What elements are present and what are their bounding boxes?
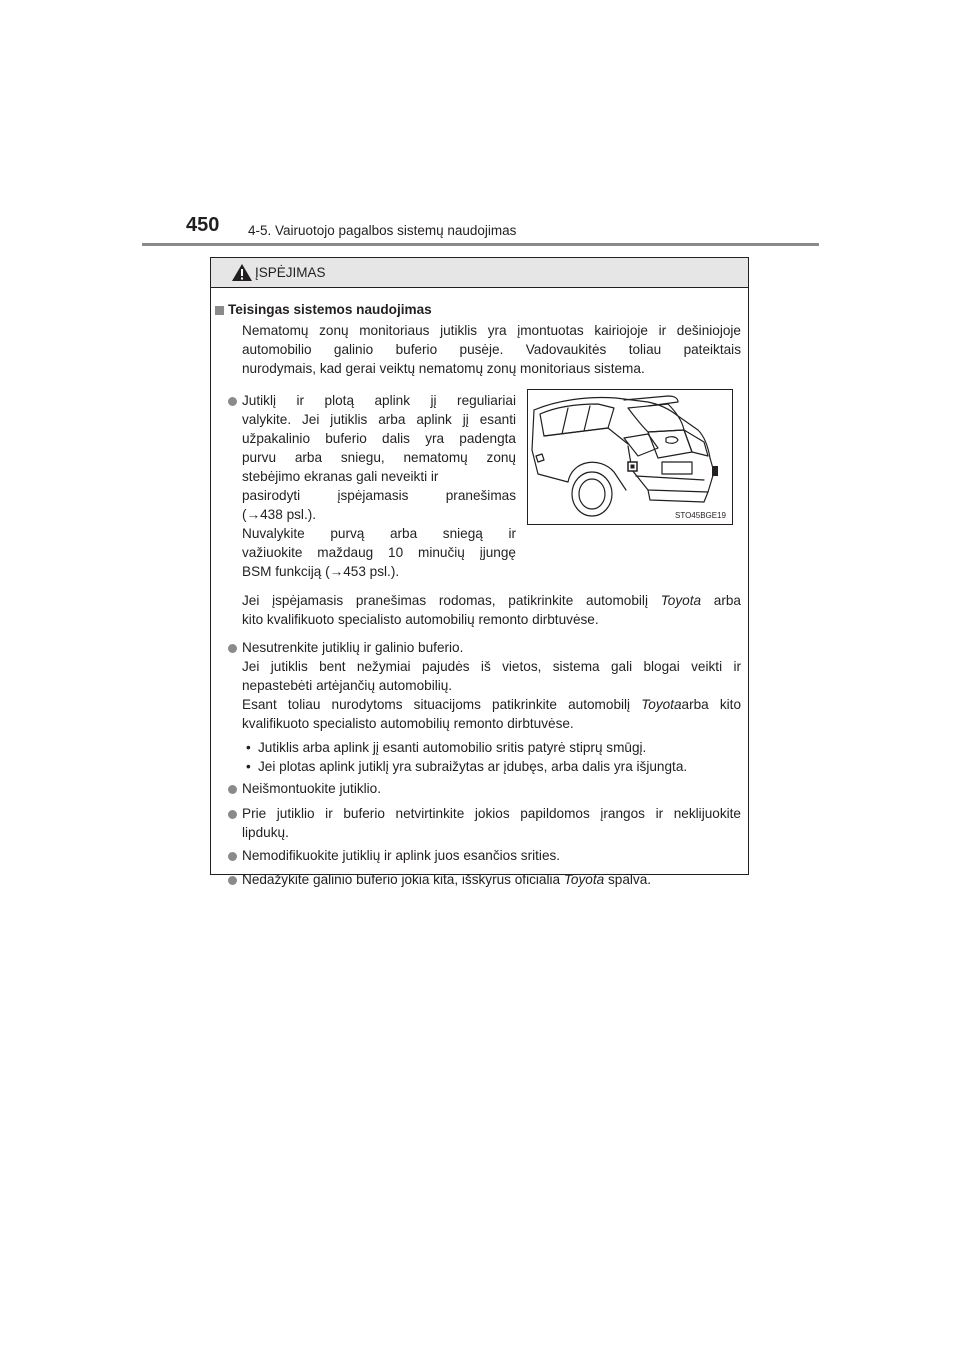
bullet2-line: kvalifikuoto specialisto automobilių remonto dirbtuvėse. xyxy=(242,716,574,731)
sub-item: Jei plotas aplink jutiklį yra subraižytas ar įdubęs, arba dalis yra išjungta. xyxy=(258,759,688,774)
round-bullet-icon xyxy=(228,644,237,653)
round-bullet-icon xyxy=(228,810,237,819)
bullet1-line: purvu arba sniegu, nematomų zonų xyxy=(242,450,516,465)
bullet6-text: Nedažykite galinio buferio jokia kita, išskyrus oficialia xyxy=(242,872,561,887)
bullet1-line: Nuvalykite purvą arba sniegą ir xyxy=(242,526,516,541)
bullet2-text: arba kito xyxy=(681,697,741,712)
warning-box xyxy=(210,257,749,887)
bullet4-line: Prie jutiklio ir buferio netvirtinkite jokios papildomos įrangos ir neklijuokite xyxy=(242,806,741,821)
brand-name: Toyota xyxy=(563,872,605,887)
sub-item: Jutiklis arba aplink jį esanti automobilio sritis patyrė stiprų smūgį. xyxy=(258,740,647,755)
bullet6-line xyxy=(242,870,741,889)
intro-line: nurodymais, kad gerai veiktų nematomų zonų monitoriaus sistema. xyxy=(242,361,645,376)
bullet2-line: nepastebėti artėjančių automobilių. xyxy=(242,678,453,693)
bullet1-after-line: kito kvalifikuoto specialisto automobilių remonto dirbtuvėse. xyxy=(242,612,599,627)
bullet4-line: lipdukų. xyxy=(242,825,289,840)
bullet1-line: pasirodyti įspėjamasis pranešimas xyxy=(242,488,516,503)
warning-header xyxy=(211,258,748,288)
bullet1-line: valykite. Jei jutiklis arba aplink jį esanti xyxy=(242,412,516,427)
bullet1-after-text: Jei įspėjamasis pranešimas rodomas, patikrinkite automobilį xyxy=(242,593,648,608)
intro-line: automobilio galinio buferio pusėje. Vadovaukitės toliau pateiktais xyxy=(242,342,741,357)
bullet2-line: Jei jutiklis bent nežymiai pajudės iš vietos, sistema gali blogai veikti ir xyxy=(242,659,741,674)
bullet3-text: Neišmontuokite jutiklio. xyxy=(242,781,382,796)
page-number: 450 xyxy=(186,214,220,236)
round-bullet-icon xyxy=(228,876,237,885)
round-bullet-icon xyxy=(228,852,237,861)
brand-name: Toyota xyxy=(660,593,702,608)
intro-line: Nematomų zonų monitoriaus jutiklis yra įmontuotas kairiojoje ir dešiniojoje xyxy=(242,323,741,338)
bullet1-line: BSM funkciją (→453 psl.). xyxy=(242,564,400,579)
section-title: 4-5. Vairuotojo pagalbos sistemų naudojimas xyxy=(248,223,517,238)
bullet2-line xyxy=(242,695,741,714)
car-rear-drawing xyxy=(528,390,732,524)
bullet1-line: važiuokite maždaug 10 minučių įjungę xyxy=(242,545,516,560)
sub-bullet-mark: • xyxy=(246,759,251,774)
header-rule xyxy=(142,243,819,246)
car-rear-illustration xyxy=(527,389,733,525)
bullet5-text: Nemodifikuokite jutiklių ir aplink juos esančios srities. xyxy=(242,848,561,863)
brand-name: Toyota xyxy=(641,697,682,712)
bullet1-line: (→438 psl.). xyxy=(242,507,317,522)
round-bullet-icon xyxy=(228,785,237,794)
bullet1-line: užpakalinio buferio dalis yra padengta xyxy=(242,431,516,446)
bullet1-line: Jutiklį ir plotą aplink jį reguliariai xyxy=(242,393,516,408)
section-heading: Teisingas sistemos naudojimas xyxy=(228,302,432,317)
square-bullet-icon xyxy=(215,306,224,315)
sub-bullet-mark: • xyxy=(246,740,251,755)
bullet1-after-text: arba xyxy=(713,593,741,608)
warning-label: ĮSPĖJIMAS xyxy=(255,265,326,280)
bullet2-line: Nesutrenkite jutiklių ir galinio buferio. xyxy=(242,640,464,655)
bullet1-line: stebėjimo ekranas gali neveikti ir xyxy=(242,469,439,484)
bullet6-text: spalva. xyxy=(607,872,652,887)
image-code: STO45BGE19 xyxy=(675,511,726,520)
bullet2-text: Esant toliau nurodytoms situacijoms patikrinkite automobilį xyxy=(242,697,631,712)
warning-triangle-icon xyxy=(231,263,253,282)
round-bullet-icon xyxy=(228,397,237,406)
bullet1-after-line xyxy=(242,591,741,610)
